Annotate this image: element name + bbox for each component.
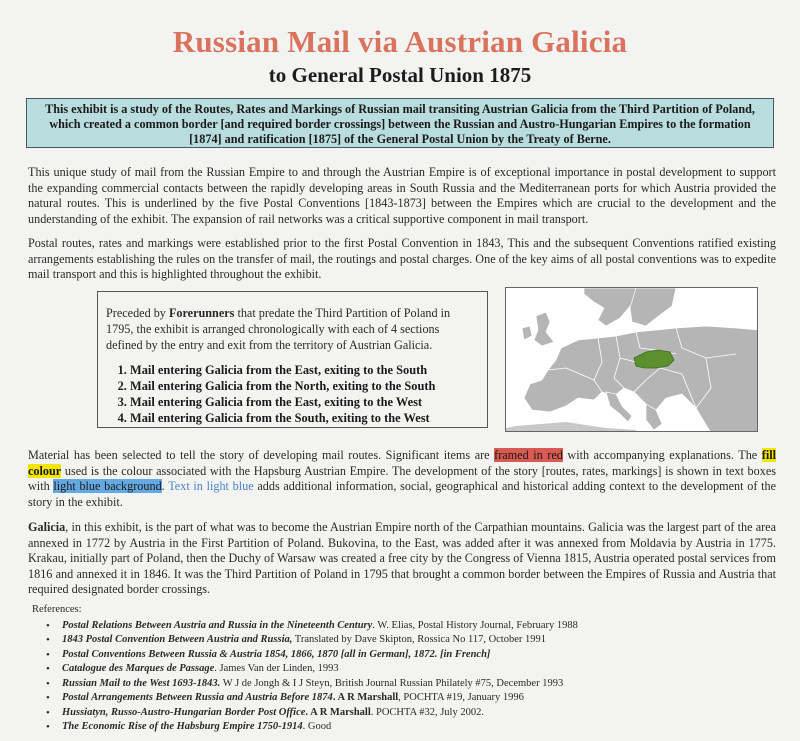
galicia-term: Galicia xyxy=(28,520,66,534)
paragraph-routes: Postal routes, rates and markings were established prior to the first Postal Convention in 1843, This and the subsequent Conventions ratified existing arrangements establishing the rules on the transfer of mail, the routings and postal charges. One of the key aims of all postal conventions was to expedite mail transport and this is highlighted throughout the exhibit. xyxy=(28,236,776,282)
section-item: 2. Mail entering Galicia from the North, exiting to the South xyxy=(130,378,487,394)
page-title: Russian Mail via Austrian Galicia xyxy=(172,24,628,59)
references-list xyxy=(32,619,772,735)
references xyxy=(32,603,772,735)
section-item: 3. Mail entering Galicia from the East, exiting to the West xyxy=(130,394,487,410)
section-item: 1. Mail entering Galicia from the East, exiting to the South xyxy=(130,362,487,378)
reference-item: • Hussiatyn, Russo-Austro-Hungarian Border Post Office. A R Marshall. POCHTA #32, July 2002. xyxy=(62,706,772,721)
reference-item: • Postal Relations Between Austria and Russia in the Nineteenth Century. W. Elias, Postal History Journal, February 1988 xyxy=(62,619,772,634)
reference-item: • Russian Mail to the West 1693-1843. W J de Jongh & I J Steyn, British Journal Russian Philately #75, December 1993 xyxy=(62,677,772,692)
light-blue-text-sample: Text in light blue xyxy=(168,479,254,494)
page-subtitle: to General Postal Union 1875 xyxy=(268,63,532,87)
reference-item: • Postal Conventions Between Russia & Austria 1854, 1866, 1870 [all in German], 1872. [in French] xyxy=(62,648,772,663)
light-blue-background-highlight: light blue background xyxy=(53,479,162,494)
paragraph-galicia: Galicia, in this exhibit, is the part of what was to become the Austrian Empire north of the Carpathian mountains. Galicia was the largest part of the area annexed in 1772 by Austria in the First Partition of Poland. Bukovina, to the East, was added after it was annexed from Moldavia by Austria in 1775. Krakau, initially part of Poland, then the Duchy of Warsaw was created a free city by the Congress of Vienna 1815, Austria operated postal services from 1816 and annexed it in 1846. It was the Third Partition of Poland in 1795 that brought a common border between the Empires of Russia and Austria that required designated border crossings. xyxy=(28,520,776,597)
intro-box: This exhibit is a study of the Routes, Rates and Markings of Russian mail transiting Austrian Galicia from the Third Partition of Poland, which created a common border [and required border crossings] between the Russian and Austro-Hungarian Empires to the formation [1874] and ratification [1875] of the General Postal Union by the Treaty of Berne. xyxy=(26,98,774,148)
paragraph-material: Material has been selected to tell the story of developing mail routes. Significant items are framed in red with accompanying explanations. The fill colour used is the colour associated with the Hapsburg Austrian Empire. The development of the story [routes, rates, markings] is shown in text boxes with light blue background. Text in light blue adds additional information, social, geographical and historical adding context to the development of the story in the exhibit. xyxy=(28,448,776,509)
framed-in-red-highlight: framed in red xyxy=(494,448,563,462)
section-item: 4. Mail entering Galicia from the South, exiting to the West xyxy=(130,410,487,426)
reference-item: • Catalogue des Marques de Passage. James Van der Linden, 1993 xyxy=(62,662,772,677)
reference-item: • Postal Arrangements Between Russia and Austria Before 1874. A R Marshall, POCHTA #19, January 1996 xyxy=(62,691,772,706)
paragraph-importance: This unique study of mail from the Russian Empire to and through the Austrian Empire is of exceptional importance in postal development to support the expanding commercial contacts between the rapidly developing areas in South Russia and the Mediterranean ports for which Austria provided the natural routes. This is underlined by the five Postal Conventions [1843-1873] between the Empires which are crucial to the development and the understanding of the exhibit. The expansion of rail networks was a critical supportive component in mail transport. xyxy=(28,165,776,226)
sections-list xyxy=(106,362,487,426)
sections-box xyxy=(97,291,488,428)
references-heading: References: xyxy=(32,604,82,615)
europe-map xyxy=(505,287,758,432)
sections-intro: Preceded by Forerunners that predate the Third Partition of Poland in 1795, the exhibit is arranged chronologically with each of 4 sections defined by the entry and exit from the territory of Austrian Galicia. xyxy=(106,306,451,352)
reference-item: • 1843 Postal Convention Between Austria and Russia, Translated by Dave Skipton, Rossica No 117, October 1991 xyxy=(62,633,772,648)
reference-item: • The Economic Rise of the Habsburg Empire 1750-1914. Good xyxy=(62,720,772,735)
forerunners-term: Forerunners xyxy=(168,306,235,320)
europe-map-icon xyxy=(506,288,758,432)
fill-colour-highlight: fill colour xyxy=(28,448,776,478)
